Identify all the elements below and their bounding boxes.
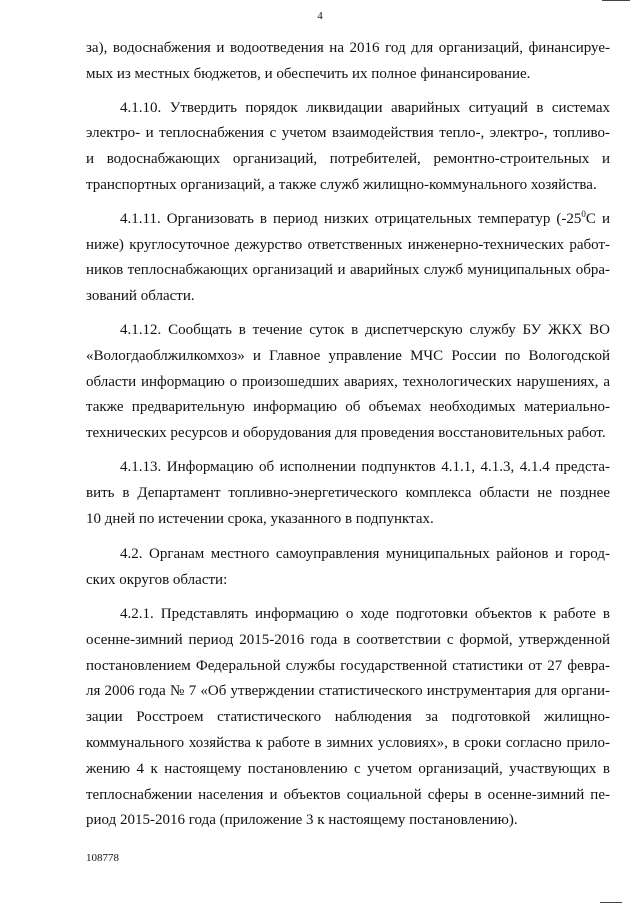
text-line: жению 4 к настоящему постановлению с учетом организаций, участвующих в (86, 760, 610, 777)
text-line: 4.2. Органам местного самоуправления муниципальных районов и город- (120, 546, 610, 563)
text-line: вить в Департамент топливно-энергетического комплекса области не позднее (86, 484, 610, 501)
text-line: ля 2006 года № 7 «Об утверждении статистического инструментария для органи- (86, 683, 610, 700)
text-line: 4.1.10. Утвердить порядок ликвидации аварийных ситуаций в системах (120, 99, 610, 116)
paragraph-continuation (86, 36, 610, 88)
page-number: 4 (317, 10, 323, 22)
text-line: за), водоснабжения и водоотведения на 2016 год для организаций, финансируе- (86, 40, 610, 56)
text-line: теплоснабжении населения и объектов социальной сферы в осенне-зимний пе- (86, 786, 610, 803)
text-line: электро- и теплоснабжения с учетом взаимодействия тепло-, электро-, топливо- (86, 125, 610, 142)
text-line: транспортных организаций, а также служб жилищно-коммунального хозяйства. (86, 176, 597, 193)
superscript-degree: 0 (581, 208, 586, 219)
text-line: ниже) круглосуточное дежурство ответственных инженерно-технических работ- (86, 236, 610, 253)
corner-mark (600, 902, 622, 903)
text-line: 4.1.12. Сообщать в течение суток в диспетчерскую службу БУ ЖКХ ВО (120, 321, 610, 338)
document-code: 108778 (86, 852, 119, 864)
paragraph-4-1-11 (86, 207, 610, 310)
text-line: осенне-зимний период 2015-2016 года в соответствии с формой, утвержденной (86, 631, 610, 648)
text-line (86, 207, 610, 233)
paragraph-4-1-12 (86, 318, 610, 447)
text-line: ских округов области: (86, 572, 228, 589)
text-line: области информацию о произошедших авариях, технологических нарушениях, а (86, 373, 610, 390)
text-line: зований области. (86, 288, 195, 305)
text-line: технических ресурсов и оборудования для проведения восстановительных работ. (86, 425, 606, 442)
text-line: ников теплоснабжающих организаций и аварийных служб муниципальных обра- (86, 262, 610, 279)
text-line: и водоснабжающих организаций, потребителей, ремонтно-строительных и (86, 151, 610, 168)
text-line: 10 дней по истечении срока, указанного в подпунктах. (86, 510, 434, 527)
corner-mark (602, 0, 630, 1)
text-line: коммунального хозяйства к работе в зимних условиях», в сроки согласно прило- (86, 734, 610, 751)
text-line: риод 2015-2016 года (приложение 3 к настоящему постановлению). (86, 812, 518, 829)
text-line: мых из местных бюджетов, и обеспечить их полное финансирование. (86, 65, 531, 82)
text-line: 4.2.1. Представлять информацию о ходе подготовки объектов к работе в (120, 605, 610, 622)
paragraph-4-1-13 (86, 455, 610, 532)
document-body (86, 36, 610, 834)
paragraph-4-2-1 (86, 602, 610, 834)
text-line: «Вологдаоблжилкомхоз» и Главное управление МЧС России по Вологодской (86, 347, 610, 364)
text-fragment: 4.1.11. Организовать в период низких отрицательных температур (-25 (120, 210, 582, 227)
text-line: также предварительную информацию об объемах необходимых материально- (86, 399, 610, 416)
text-line: постановлением Федеральной службы государственной статистики от 27 февра- (86, 657, 610, 674)
text-line: 4.1.13. Информацию об исполнении подпунктов 4.1.1, 4.1.3, 4.1.4 предста- (120, 458, 610, 475)
text-fragment: С и (585, 210, 610, 227)
text-line: зации Росстроем статистического наблюдения за подготовкой жилищно- (86, 709, 610, 726)
paragraph-4-2 (86, 542, 610, 594)
paragraph-4-1-10 (86, 96, 610, 199)
